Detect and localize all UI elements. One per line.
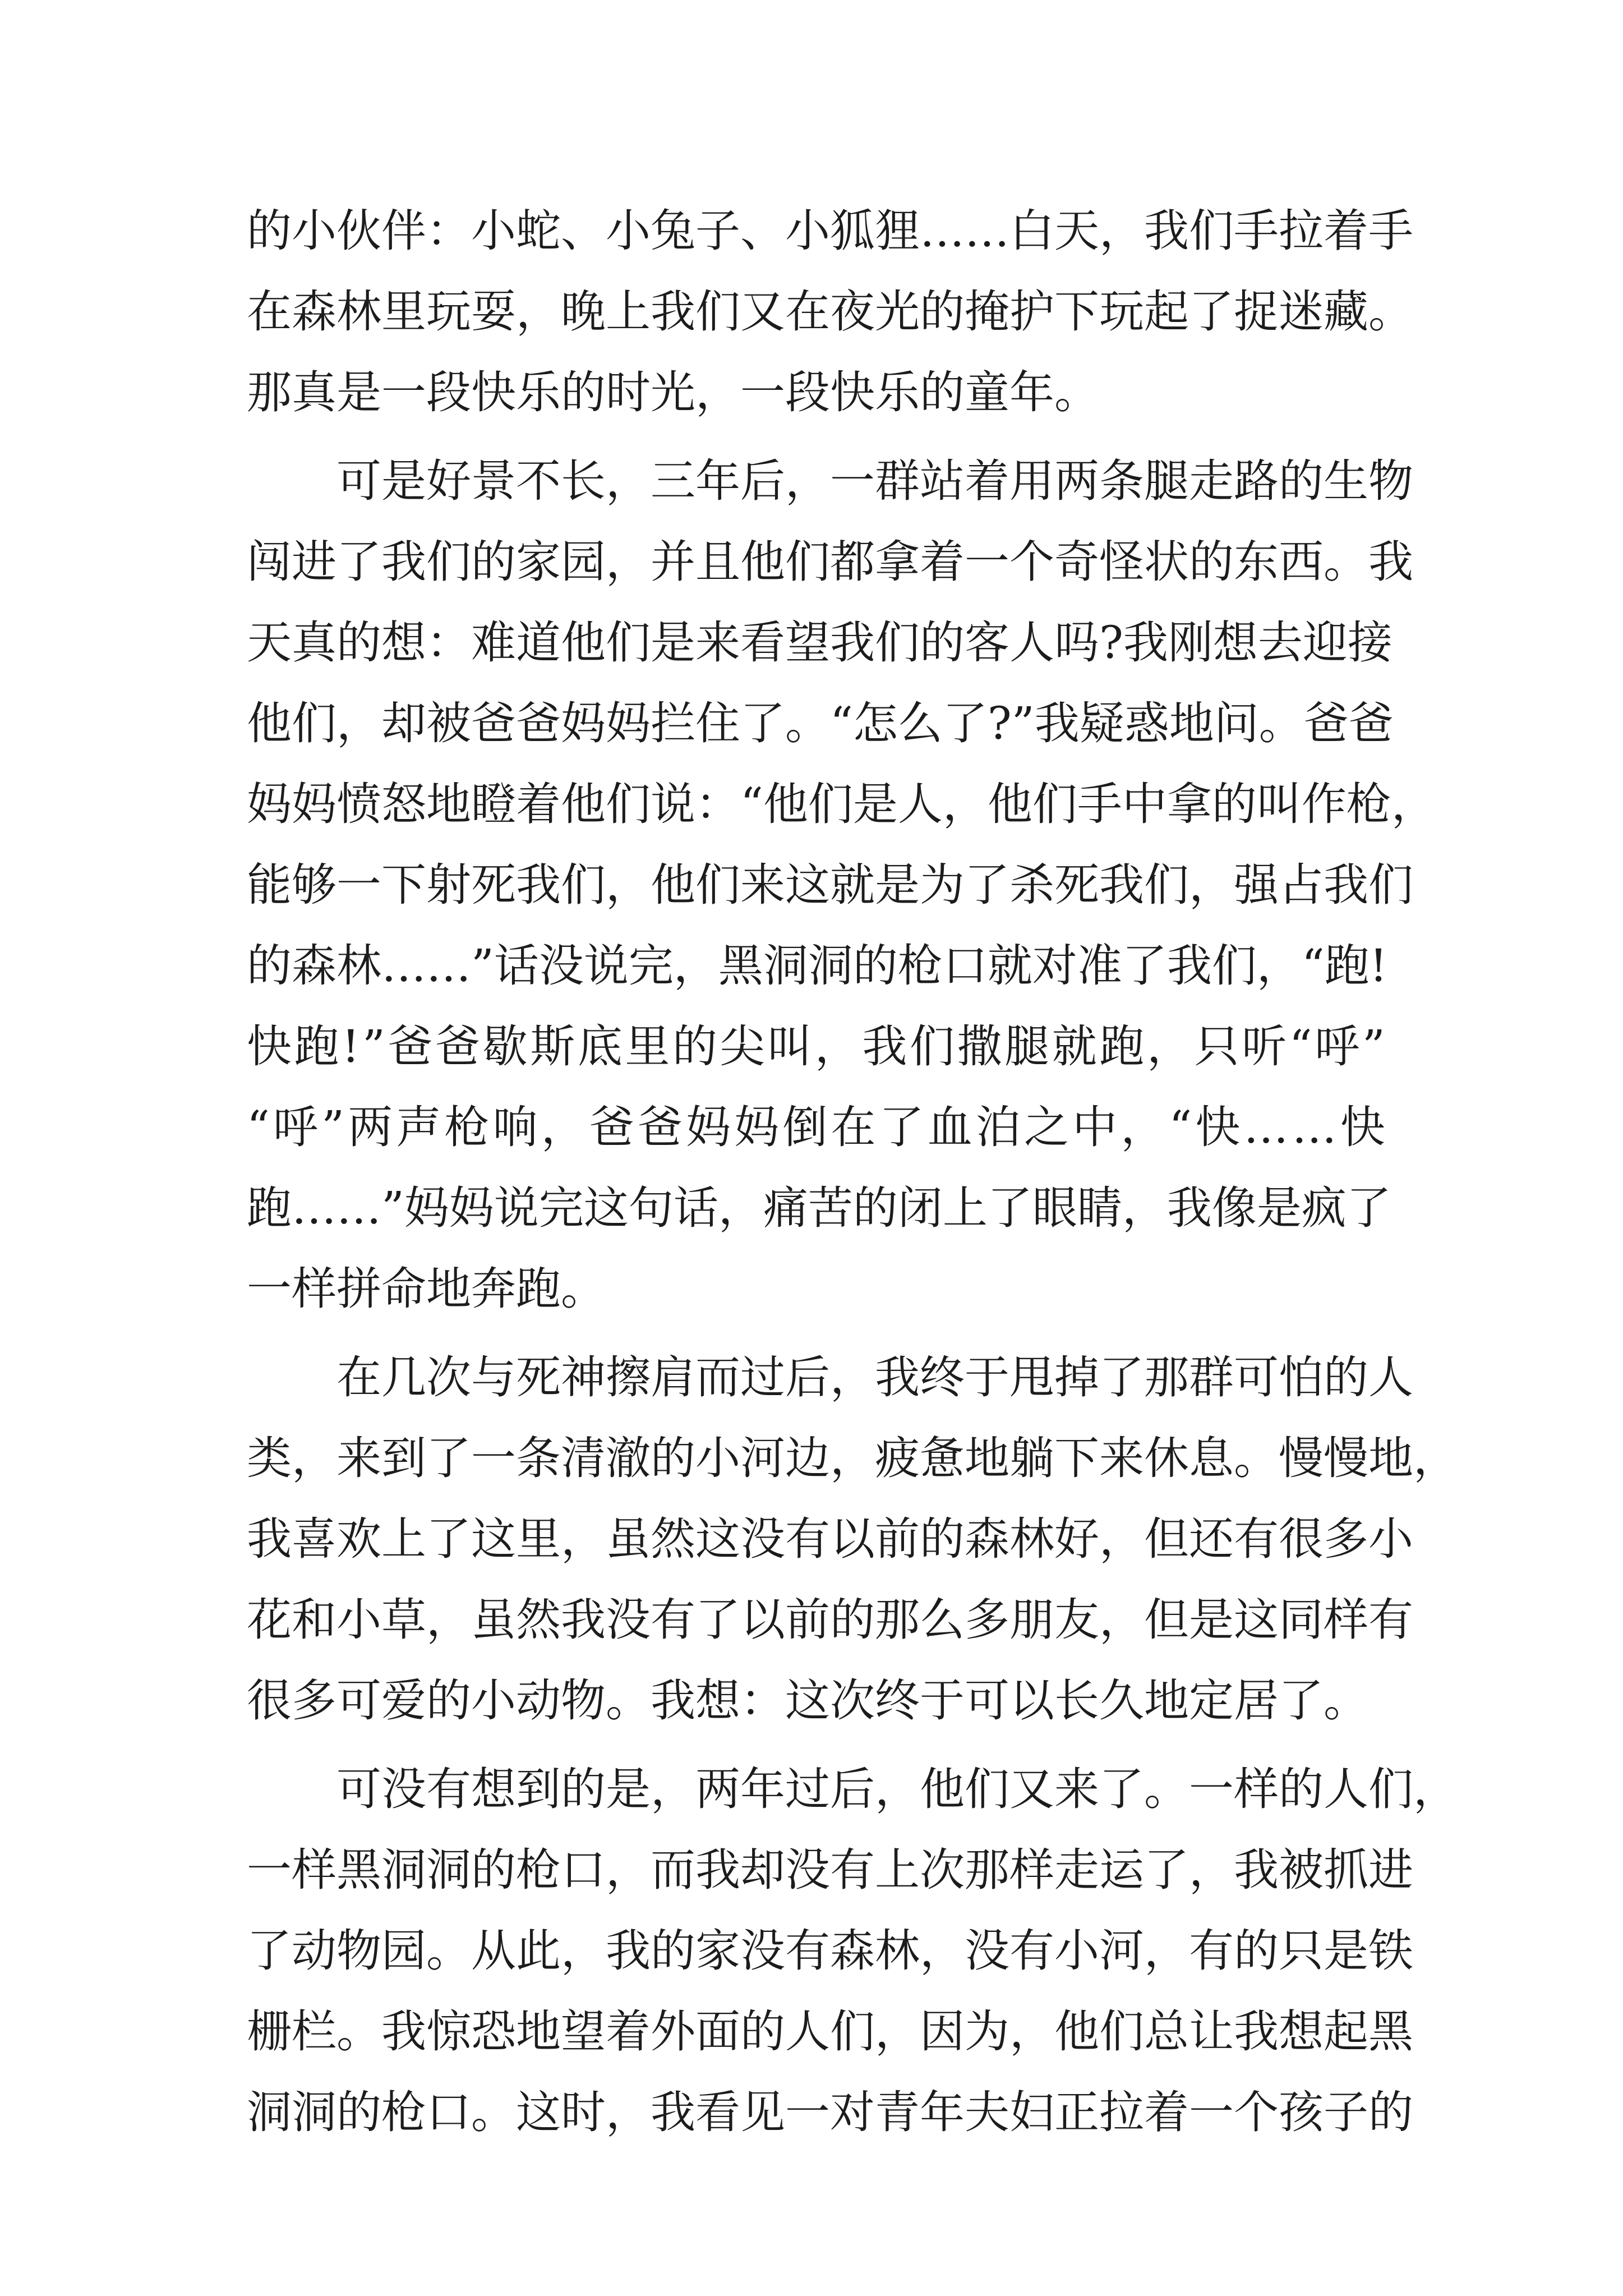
paragraph	[247, 1337, 1458, 1741]
text-line: 一 样 黑 洞 洞 的 枪 口 ， 而 我 却 没 有 上 次 那 样 走 运 了 ， 我 被 抓 进	[247, 1844, 1413, 1896]
text-line: 在 几 次 与 死 神 擦 肩 而 过 后 ， 我 终 于 甩 掉 了 那 群 可 怕 的 人	[336, 1351, 1413, 1404]
text-line: 在 森 林 里 玩 耍 ， 晚 上 我 们 又 在 夜 光 的 掩 护 下 玩 起 了 捉 迷 藏 。	[247, 286, 1413, 338]
text-line: 栅 栏 。 我 惊 恐 地 望 着 外 面 的 人 们 ， 因 为 ， 他 们 总 让 我 想 起 黑	[247, 2005, 1413, 2058]
text-line: 的 小 伙 伴 ： 小 蛇 、 小 兔 子 、 小 狐 狸 … … 白 天 ， 我 们 手 拉 着 手	[247, 205, 1413, 257]
text-line: 花 和 小 草 ， 虽 然 我 没 有 了 以 前 的 那 么 多 朋 友 ， 但 是 这 同 样 有	[247, 1594, 1413, 1646]
text-line: “ 呼 ” 两 声 枪 响 ， 爸 爸 妈 妈 倒 在 了 血 泊 之 中 ， “ 快 … … 快	[247, 1101, 1385, 1153]
text-line: 类 ， 来 到 了 一 条 清 澈 的 小 河 边 ， 疲 惫 地 躺 下 来 休 息 。 慢 慢 地 ，	[247, 1432, 1458, 1484]
text-line: 天 真 的 想 ： 难 道 他 们 是 来 看 望 我 们 的 客 人 吗 ? 我 刚 想 去 迎 接	[247, 616, 1393, 669]
text-line: 的 森 林 … … ” 话 没 说 完 ， 黑 洞 洞 的 枪 口 就 对 准 了 我 们 ， “ 跑 !	[247, 940, 1387, 992]
text-line: 他 们 ， 却 被 爸 爸 妈 妈 拦 住 了 。 “ 怎 么 了 ? ” 我 疑 惑 地 问 。 爸 爸	[247, 697, 1394, 749]
text-line: 闯 进 了 我 们 的 家 园 ， 并 且 他 们 都 拿 着 一 个 奇 怪 状 的 东 西 。 我	[247, 536, 1413, 588]
text-line: 妈 妈 愤 怒 地 瞪 着 他 们 说 ： “ 他 们 是 人 ， 他 们 手 中 拿 的 叫 作 枪 ，	[247, 778, 1436, 830]
paragraph-spacer	[247, 1741, 1385, 1749]
text-line: 快 跑 ! ” 爸 爸 歇 斯 底 里 的 尖 叫 ， 我 们 撒 腿 就 跑 ， 只 听 “ 呼 ”	[247, 1020, 1385, 1073]
text-line: 可 是 好 景 不 长 ， 三 年 后 ， 一 群 站 着 用 两 条 腿 走 路 的 生 物	[336, 455, 1413, 507]
text-line: 能 够 一 下 射 死 我 们 ， 他 们 来 这 就 是 为 了 杀 死 我 们 ， 强 占 我 们	[247, 859, 1413, 911]
text-line: 可 没 有 想 到 的 是 ， 两 年 过 后 ， 他 们 又 来 了 。 一 样 的 人 们 ，	[336, 1763, 1458, 1815]
document-body	[247, 191, 1458, 2153]
text-line: 跑 … … ” 妈 妈 说 完 这 句 话 ， 痛 苦 的 闭 上 了 眼 睛 ， 我 像 是 疯 了	[247, 1182, 1391, 1234]
text-line: 那 真 是 一 段 快 乐 的 时 光 ， 一 段 快 乐 的 童 年 。	[247, 366, 1099, 418]
text-line: 洞 洞 的 枪 口 。 这 时 ， 我 看 见 一 对 青 年 夫 妇 正 拉 着 一 个 孩 子 的	[247, 2086, 1413, 2138]
paragraph-spacer	[247, 433, 1385, 441]
text-line: 了 动 物 园 。 从 此 ， 我 的 家 没 有 森 林 ， 没 有 小 河 ， 有 的 只 是 铁	[247, 1925, 1413, 1977]
paragraph	[247, 1749, 1458, 2153]
text-line: 一 样 拼 命 地 奔 跑 。	[247, 1263, 606, 1315]
text-line: 很 多 可 爱 的 小 动 物 。 我 想 ： 这 次 终 于 可 以 长 久 地 定 居 了 。	[247, 1674, 1368, 1727]
text-line: 我 喜 欢 上 了 这 里 ， 虽 然 这 没 有 以 前 的 森 林 好 ， 但 还 有 很 多 小	[247, 1513, 1413, 1565]
paragraph	[247, 441, 1436, 1329]
paragraph	[247, 191, 1413, 433]
paragraph-spacer	[247, 1329, 1385, 1337]
